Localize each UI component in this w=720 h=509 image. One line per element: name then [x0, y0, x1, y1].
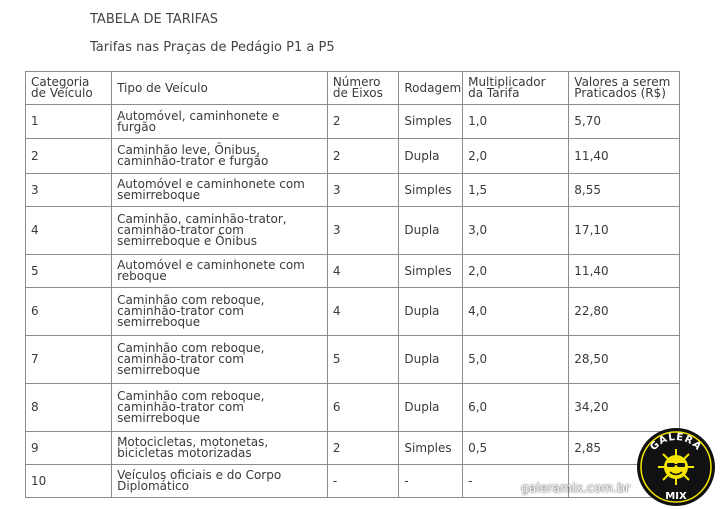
- cell-eixos: 5: [327, 336, 399, 384]
- cell-eixos: 3: [327, 174, 399, 207]
- cell-multiplicador: 3,0: [463, 207, 569, 255]
- cell-multiplicador: 4,0: [463, 288, 569, 336]
- cell-rodagem: Simples: [399, 105, 463, 139]
- cell-valor: 11,40: [569, 139, 680, 174]
- header-eixos: Número de Eixos: [327, 72, 399, 105]
- cell-tipo: Caminhão com reboque, caminhão-trator com semirreboque: [112, 384, 328, 432]
- cell-rodagem: Dupla: [399, 288, 463, 336]
- cell-eixos: 4: [327, 255, 399, 288]
- header-valores: Valores a serem Praticados (R$): [569, 72, 680, 105]
- cell-categoria: 3: [26, 174, 112, 207]
- cell-tipo: Caminhão com reboque, caminhão-trator com semirreboque: [112, 288, 328, 336]
- cell-valor: 5,70: [569, 105, 680, 139]
- page-subtitle: Tarifas nas Praças de Pedágio P1 a P5: [90, 40, 335, 55]
- cell-multiplicador: -: [463, 465, 569, 498]
- cell-valor: 17,10: [569, 207, 680, 255]
- cell-eixos: 2: [327, 139, 399, 174]
- cell-rodagem: -: [399, 465, 463, 498]
- logo-bottom-text: MIX: [665, 491, 687, 502]
- header-multiplicador: Multiplicador da Tarifa: [463, 72, 569, 105]
- cell-categoria: 1: [26, 105, 112, 139]
- cell-eixos: -: [327, 465, 399, 498]
- cell-multiplicador: 1,0: [463, 105, 569, 139]
- cell-eixos: 6: [327, 384, 399, 432]
- cell-valor: 22,80: [569, 288, 680, 336]
- cell-rodagem: Dupla: [399, 336, 463, 384]
- cell-rodagem: Dupla: [399, 207, 463, 255]
- cell-multiplicador: 2,0: [463, 255, 569, 288]
- cell-tipo: Caminhão, caminhão-trator, caminhão-trator com semirreboque e Ônibus: [112, 207, 328, 255]
- cell-eixos: 2: [327, 432, 399, 465]
- tariff-table: [25, 71, 680, 498]
- table-row: [26, 432, 680, 465]
- cell-multiplicador: 0,5: [463, 432, 569, 465]
- cell-categoria: 6: [26, 288, 112, 336]
- header-rodagem: Rodagem: [399, 72, 463, 105]
- table-row: [26, 384, 680, 432]
- cell-multiplicador: 2,0: [463, 139, 569, 174]
- cell-tipo: Motocicletas, motonetas, bicicletas motorizadas: [112, 432, 328, 465]
- cell-multiplicador: 5,0: [463, 336, 569, 384]
- table-row: [26, 207, 680, 255]
- cell-categoria: 9: [26, 432, 112, 465]
- cell-rodagem: Simples: [399, 432, 463, 465]
- logo-top-text: GALERA: [648, 431, 704, 453]
- cell-eixos: 4: [327, 288, 399, 336]
- cell-categoria: 2: [26, 139, 112, 174]
- cell-rodagem: Dupla: [399, 384, 463, 432]
- cell-valor: 11,40: [569, 255, 680, 288]
- cell-valor: 2,85: [569, 432, 680, 465]
- cell-multiplicador: 1,5: [463, 174, 569, 207]
- cell-tipo: Automóvel, caminhonete e furgão: [112, 105, 328, 139]
- cell-eixos: 3: [327, 207, 399, 255]
- header-tipo: Tipo de Veículo: [112, 72, 328, 105]
- cell-eixos: 2: [327, 105, 399, 139]
- cell-categoria: 4: [26, 207, 112, 255]
- cell-multiplicador: 6,0: [463, 384, 569, 432]
- cell-tipo: Caminhão leve, Ônibus, caminhão-trator e furgão: [112, 139, 328, 174]
- table-row: [26, 105, 680, 139]
- cell-tipo: Veículos oficiais e do Corpo Diplomático: [112, 465, 328, 498]
- site-watermark: galeramix.com.br: [521, 481, 631, 495]
- cell-valor: 34,20: [569, 384, 680, 432]
- page-title: TABELA DE TARIFAS: [90, 12, 219, 27]
- cell-categoria: 8: [26, 384, 112, 432]
- cell-categoria: 10: [26, 465, 112, 498]
- header-categoria: Categoria de Veículo: [26, 72, 112, 105]
- sun-icon: [658, 449, 694, 485]
- cell-rodagem: Simples: [399, 255, 463, 288]
- table-row: [26, 288, 680, 336]
- cell-tipo: Automóvel e caminhonete com semirreboque: [112, 174, 328, 207]
- table-row: [26, 139, 680, 174]
- table-row: [26, 255, 680, 288]
- cell-tipo: Automóvel e caminhonete com reboque: [112, 255, 328, 288]
- cell-rodagem: Dupla: [399, 139, 463, 174]
- cell-valor: 8,55: [569, 174, 680, 207]
- table-row: [26, 174, 680, 207]
- table-row: [26, 336, 680, 384]
- galera-mix-logo: [636, 427, 716, 507]
- cell-tipo: Caminhão com reboque, caminhão-trator com semirreboque: [112, 336, 328, 384]
- cell-rodagem: Simples: [399, 174, 463, 207]
- cell-valor: 28,50: [569, 336, 680, 384]
- cell-categoria: 7: [26, 336, 112, 384]
- table-header-row: [26, 72, 680, 105]
- cell-categoria: 5: [26, 255, 112, 288]
